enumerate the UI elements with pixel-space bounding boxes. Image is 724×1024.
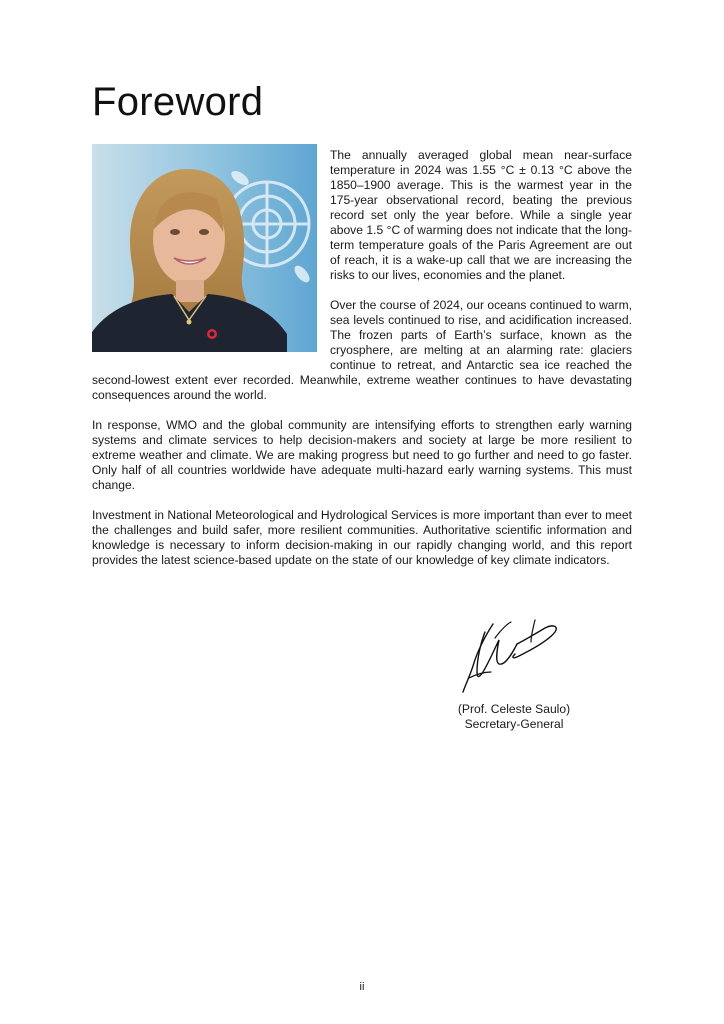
foreword-body [92,148,632,583]
page-title: Foreword [92,80,264,124]
photo-float-spacer [92,148,330,366]
page-number: ii [359,981,365,993]
paragraph: The annually averaged global mean near-surface temperature in 2024 was 1.55 °C ± 0.13 °C above the 1850–1900 average. This is the warmest year in the 175-year observational record, beating the previous record set only the year before. While a single year above 1.5 °C of warming does not indicate that the long-term temperature goals of the Paris Agreement are out of reach, it is a wake-up call that we are increasing the risks to our lives, economies and the planet. [330,148,632,282]
signatory-name: (Prof. Celeste Saulo) [457,702,571,716]
paragraph: Over the course of 2024, our oceans continued to warm, sea levels continued to rise, and acidification increased. The frozen parts of Earth’s surface, known as the cryosphere, are melting at an alarming rate: glaciers continue to retreat, and Antarctic sea ice reached the second-lowest extent ever recorded. Meanwhile, extreme weather continues to have devastating consequences around the world. [92,298,632,402]
paragraph: In response, WMO and the global community are intensifying efforts to strengthen early warning systems and climate services to help decision-makers and society at large be more resilient to extreme weather and climate. We are making progress but need to go further and need to go faster. Only half of all countries worldwide have adequate multi-hazard early warning systems. This must change. [92,418,632,492]
signatory-role: Secretary-General [464,717,564,731]
paragraph: Investment in National Meteorological and Hydrological Services is more important than ever to meet the challenges and build safer, more resilient communities. Authoritative scientific information and knowledge is necessary to inform decision-making in our rapidly changing world, and this report provides the latest science-based update on the state of our knowledge of key climate indicators. [92,508,632,567]
handwritten-signature [455,618,567,696]
signoff-block [420,702,608,732]
